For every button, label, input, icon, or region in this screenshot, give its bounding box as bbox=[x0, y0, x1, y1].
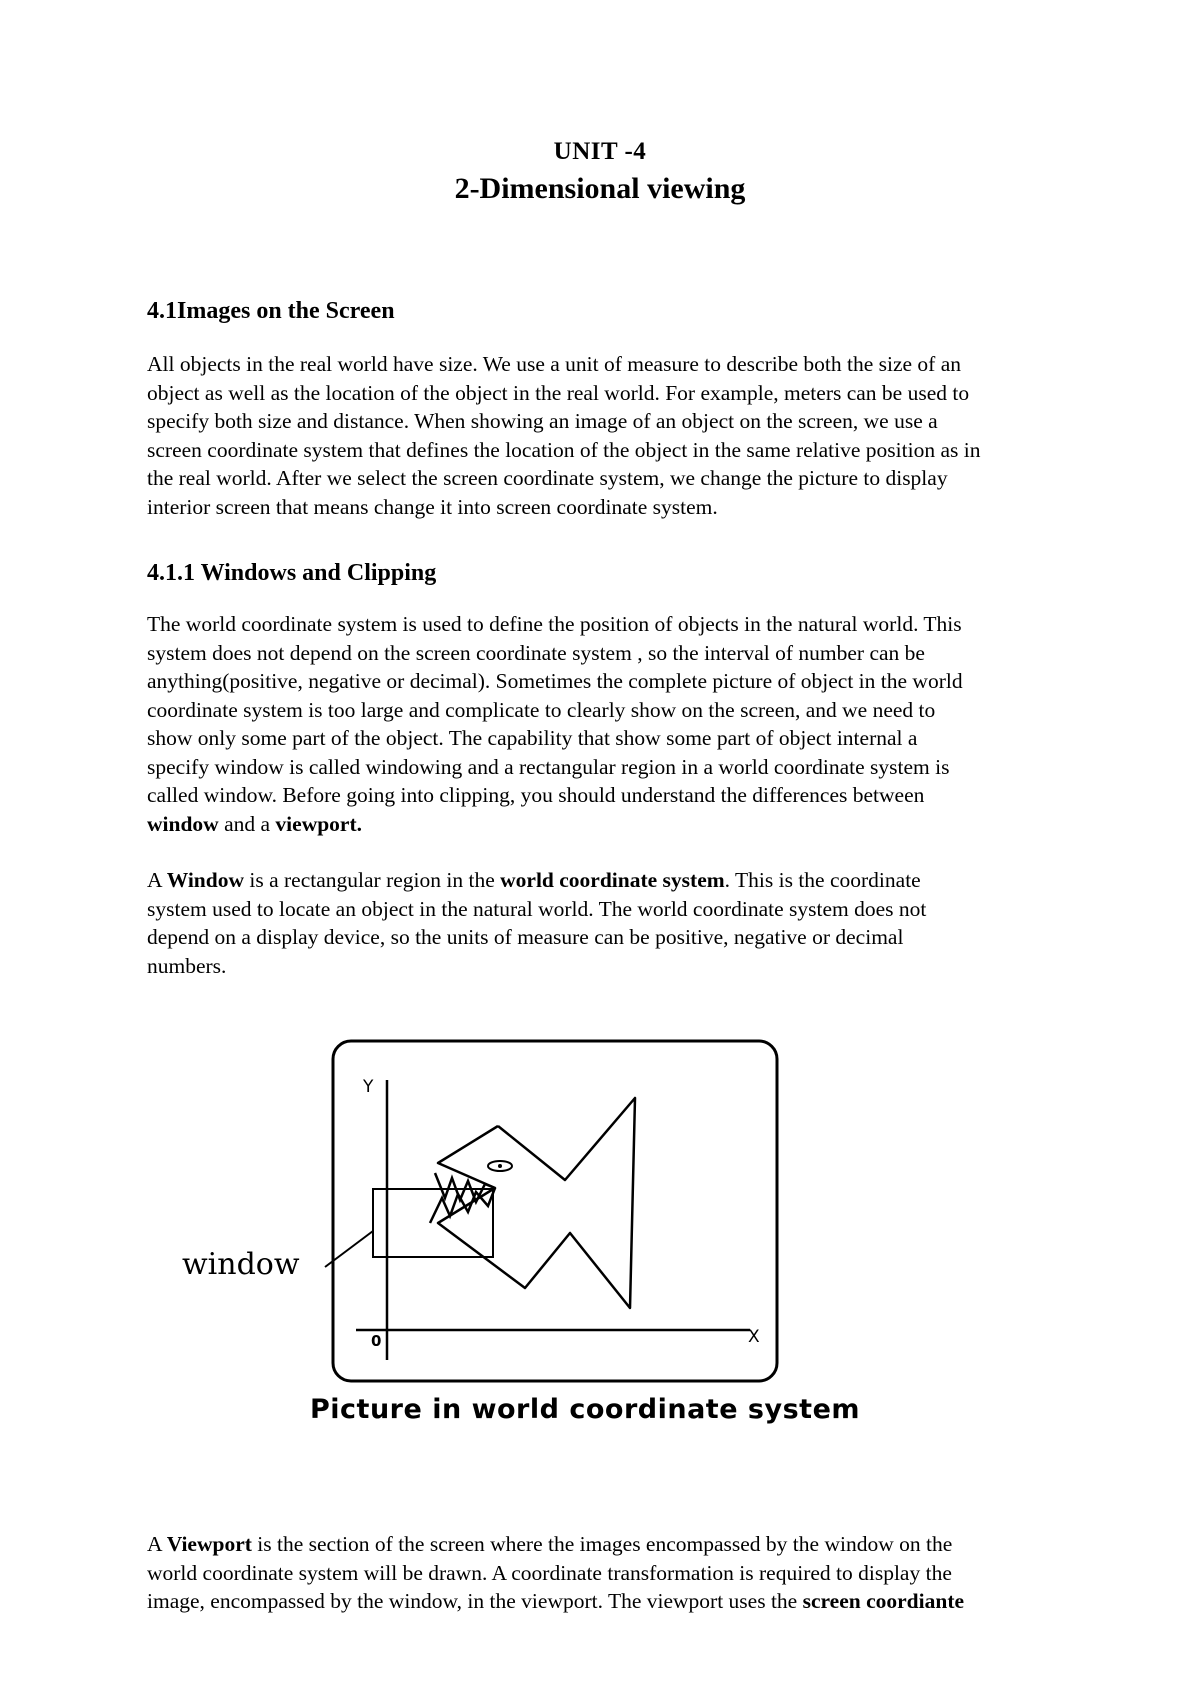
section-heading-4-1: 4.1Images on the Screen bbox=[147, 298, 395, 324]
text-fragment: A bbox=[147, 868, 167, 892]
x-axis-label: X bbox=[748, 1327, 760, 1347]
text-line: anything(positive, negative or decimal). Sometimes the complete picture of object in the world bbox=[147, 669, 963, 693]
text-line: object as well as the location of the object in the real world. For example, meters can be used to bbox=[147, 380, 970, 405]
text-line: depend on a display device, so the units of measure can be positive, negative or decimal bbox=[147, 925, 904, 949]
text-line: called window. Before going into clipping, you should understand the differences between bbox=[147, 783, 925, 807]
term-world-coordinate-system: world coordinate system bbox=[500, 868, 725, 892]
text-line: All objects in the real world have size. We use a unit of measure to describe both the size of an bbox=[147, 352, 962, 376]
text-line: specify window is called windowing and a rectangular region in a world coordinate system is bbox=[147, 754, 950, 779]
term-viewport: viewport. bbox=[275, 811, 362, 836]
fish-pupil bbox=[498, 1164, 502, 1168]
text-line bbox=[147, 866, 1107, 895]
paragraph-viewport-definition bbox=[147, 1530, 1107, 1616]
text-line: world coordinate system will be drawn. A coordinate transformation is required to display the bbox=[147, 1560, 952, 1585]
paragraph-window-definition bbox=[147, 866, 1107, 980]
term-window: window bbox=[147, 811, 219, 836]
term-screen-coordinate: screen coordiante bbox=[802, 1589, 965, 1613]
origin-label: 0 bbox=[371, 1332, 382, 1350]
window-label: window bbox=[182, 1247, 300, 1282]
fish-upper-teeth bbox=[435, 1173, 495, 1202]
text-line: The world coordinate system is used to define the position of objects in the natural world. This bbox=[147, 612, 962, 636]
text-line: coordinate system is too large and complicate to clearly show on the screen, and we need to bbox=[147, 697, 936, 722]
text-fragment: . This is the coordinate bbox=[724, 868, 921, 892]
text-line: numbers. bbox=[147, 953, 227, 978]
world-coordinate-figure bbox=[182, 1038, 790, 1390]
paragraph-images-on-screen bbox=[147, 350, 1107, 521]
text-line: the real world. After we select the screen coordinate system, we change the picture to display bbox=[147, 466, 948, 490]
paragraph-windows-clipping bbox=[147, 610, 1107, 838]
y-axis-label: Y bbox=[363, 1077, 374, 1097]
text-fragment: and a bbox=[218, 811, 276, 836]
term-window: Window bbox=[166, 868, 244, 892]
text-line: system does not depend on the screen coordinate system , so the interval of number can be bbox=[147, 640, 925, 665]
text-line bbox=[147, 1587, 1107, 1616]
text-fragment: is a rectangular region in the bbox=[244, 868, 501, 892]
text-line bbox=[147, 1530, 1107, 1559]
section-heading-4-1-1: 4.1.1 Windows and Clipping bbox=[147, 560, 437, 586]
text-fragment: is the section of the screen where the images encompassed by the window on the bbox=[251, 1532, 953, 1556]
text-line: system used to locate an object in the natural world. The world coordinate system does not bbox=[147, 896, 927, 921]
term-viewport: Viewport bbox=[166, 1532, 252, 1556]
fish-outline bbox=[438, 1098, 635, 1308]
figure-caption: Picture in world coordinate system bbox=[309, 1394, 861, 1425]
text-line bbox=[147, 810, 1107, 839]
text-line: show only some part of the object. The capability that show some part of object internal a bbox=[147, 726, 918, 750]
text-line: interior screen that means change it into screen coordinate system. bbox=[147, 494, 718, 519]
unit-label: UNIT -4 bbox=[553, 138, 647, 165]
text-line: screen coordinate system that defines the location of the object in the same relative position as in bbox=[147, 437, 981, 462]
text-line: specify both size and distance. When showing an image of an object on the screen, we use a bbox=[147, 409, 938, 433]
text-fragment: A bbox=[147, 1532, 167, 1556]
text-fragment: image, encompassed by the window, in the viewport. The viewport uses the bbox=[147, 1589, 803, 1613]
page-title: 2-Dimensional viewing bbox=[454, 172, 746, 205]
